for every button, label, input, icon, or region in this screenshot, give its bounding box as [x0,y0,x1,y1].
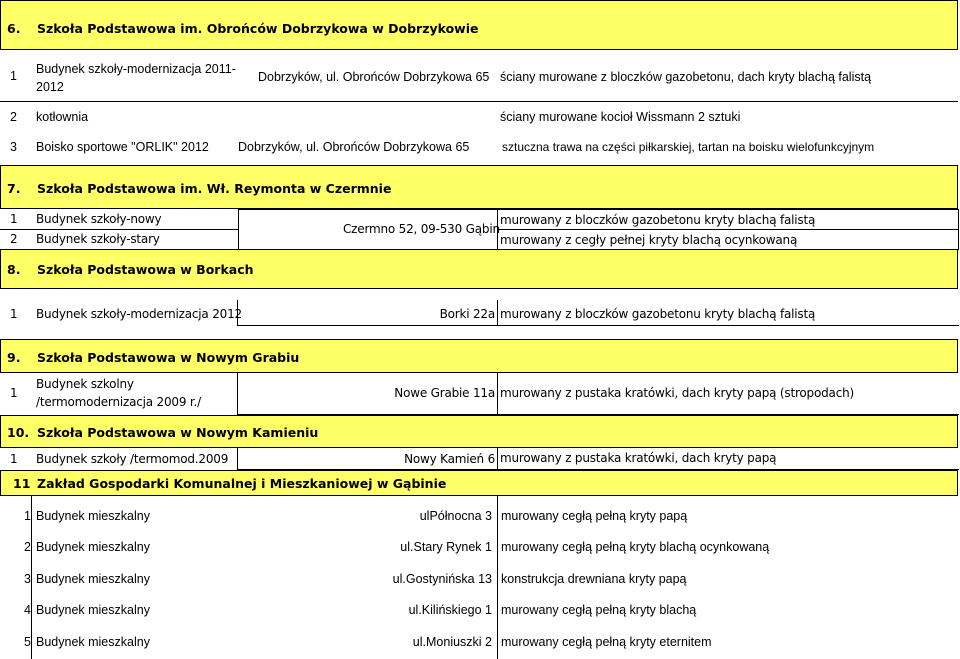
row-address: ulPółnocna 3 [419,509,492,523]
section-number: 11 [13,476,31,491]
address-cell [237,300,498,326]
row-description: murowany cegłą pełną kryty eternitem [501,635,712,649]
row-name: Budynek szkoły-stary [36,232,160,246]
row-description: murowany z pustaka kratówki, dach kryty papą (stropodach) [500,386,854,400]
row-name: Boisko sportowe "ORLIK" 2012 [36,140,209,154]
row-address: ul.Kilińskiego 1 [408,603,492,617]
row-address: Dobrzyków, ul. Obrońców Dobrzykowa 65 [258,70,490,84]
row-number: 1 [10,212,18,226]
section-title: Zakład Gospodarki Komunalnej i Mieszkaniowej w Gąbinie [37,476,447,491]
row-description: konstrukcja drewniana kryty papą [501,572,687,586]
row-description: murowany z pustaka kratówki, dach kryty papą [500,451,777,465]
row-name: Budynek mieszkalny [36,635,150,649]
row-description: murowany z bloczków gazobetonu kryty blachą falistą [500,307,816,321]
description-cell [497,373,959,415]
row-description: sztuczna trawa na części piłkarskiej, tartan na boisku wielofunkcyjnym [502,140,875,154]
table-row [0,50,958,102]
row-number: 5 [24,635,31,649]
section-header-10 [0,415,958,448]
row-number: 1 [10,386,18,400]
section-number: 10. [7,425,30,440]
section-title: Szkoła Podstawowa im. Obrońców Dobrzykowa w Dobrzykowie [37,21,479,36]
description-cell [497,229,959,250]
row-address: Nowe Grabie 11a [394,386,495,400]
table-row [0,592,958,624]
section-header-6 [0,0,958,50]
row-name: Budynek szkoły-modernizacja 2011- [36,62,236,76]
row-name: Budynek mieszkalny [36,540,150,554]
row-description: murowany z cegły pełnej kryty blachą ocynkowaną [500,233,798,247]
row-description: murowany cegłą pełną kryty blachą ocynkowaną [501,540,770,554]
row-address: Dobrzyków, ul. Obrońców Dobrzykowa 65 [238,140,470,154]
table-group [0,209,958,249]
row-name: Budynek szkoły /termomod.2009 [36,452,229,466]
section-title: Szkoła Podstawowa im. Wł. Reymonta w Czermnie [37,181,392,196]
row-name: Budynek szkolny [36,377,134,391]
section-header-8 [0,249,958,289]
section-header-7 [0,165,958,209]
section-title: Szkoła Podstawowa w Borkach [37,262,254,277]
row-name: Budynek szkoły-modernizacja 2012 [36,307,242,321]
row-address: ul.Moniuszki 2 [412,635,492,649]
row-number: 3 [24,572,31,586]
row-number: 1 [24,509,31,523]
table-row [0,496,958,528]
address-cell [237,448,498,470]
section-header-11 [0,470,958,496]
description-cell [497,448,959,470]
row-name: Budynek mieszkalny [36,603,150,617]
table-row [0,560,958,592]
row-address: Czermno 52, 09-530 Gąbin [343,222,500,236]
row-number: 2 [10,110,17,124]
row-address: ul.Gostynińska 13 [392,572,492,586]
table-row [0,132,958,164]
row-number: 3 [10,140,17,154]
table-row [0,624,958,656]
table-row [0,373,958,415]
table-row [0,528,958,560]
row-number: 4 [24,603,31,617]
row-name: Budynek mieszkalny [36,509,150,523]
description-cell [497,209,959,230]
address-cell [237,373,498,415]
row-description: murowany cegłą pełną kryty blachą [501,603,697,617]
row-name-cont: 2012 [36,80,64,94]
row-number: 2 [24,540,31,554]
table-row [0,102,958,132]
table-row [0,289,958,339]
address-cell [238,209,498,250]
section-number: 6. [7,21,21,36]
table-group [0,496,958,659]
row-description: murowany cegłą pełną kryty papą [501,509,688,523]
row-address: Borki 22a [439,307,495,321]
table-row [0,448,958,470]
section-number: 7. [7,181,21,196]
row-number: 1 [10,452,18,466]
section-title: Szkoła Podstawowa w Nowym Kamieniu [37,425,319,440]
section-title: Szkoła Podstawowa w Nowym Grabiu [37,350,300,365]
row-name-cont: /termomodernizacja 2009 r./ [36,395,201,409]
row-name: kotłownia [36,110,89,124]
section-header-9 [0,339,958,373]
row-name: Budynek mieszkalny [36,572,150,586]
row-number: 2 [10,232,18,246]
row-address: ul.Stary Rynek 1 [400,540,492,554]
section-number: 9. [7,350,21,365]
row-description: ściany murowane z bloczków gazobetonu, dach kryty blachą falistą [500,70,872,84]
row-description: murowany z bloczków gazobetonu kryty blachą falistą [500,213,816,227]
row-number: 1 [10,69,17,83]
row-number: 1 [10,307,18,321]
row-name: Budynek szkoły-nowy [36,212,162,226]
row-address: Nowy Kamień 6 [404,452,495,466]
row-description: ściany murowane kocioł Wissmann 2 sztuki [500,110,741,124]
section-number: 8. [7,262,21,277]
table-row [0,229,239,249]
description-cell [497,300,959,326]
